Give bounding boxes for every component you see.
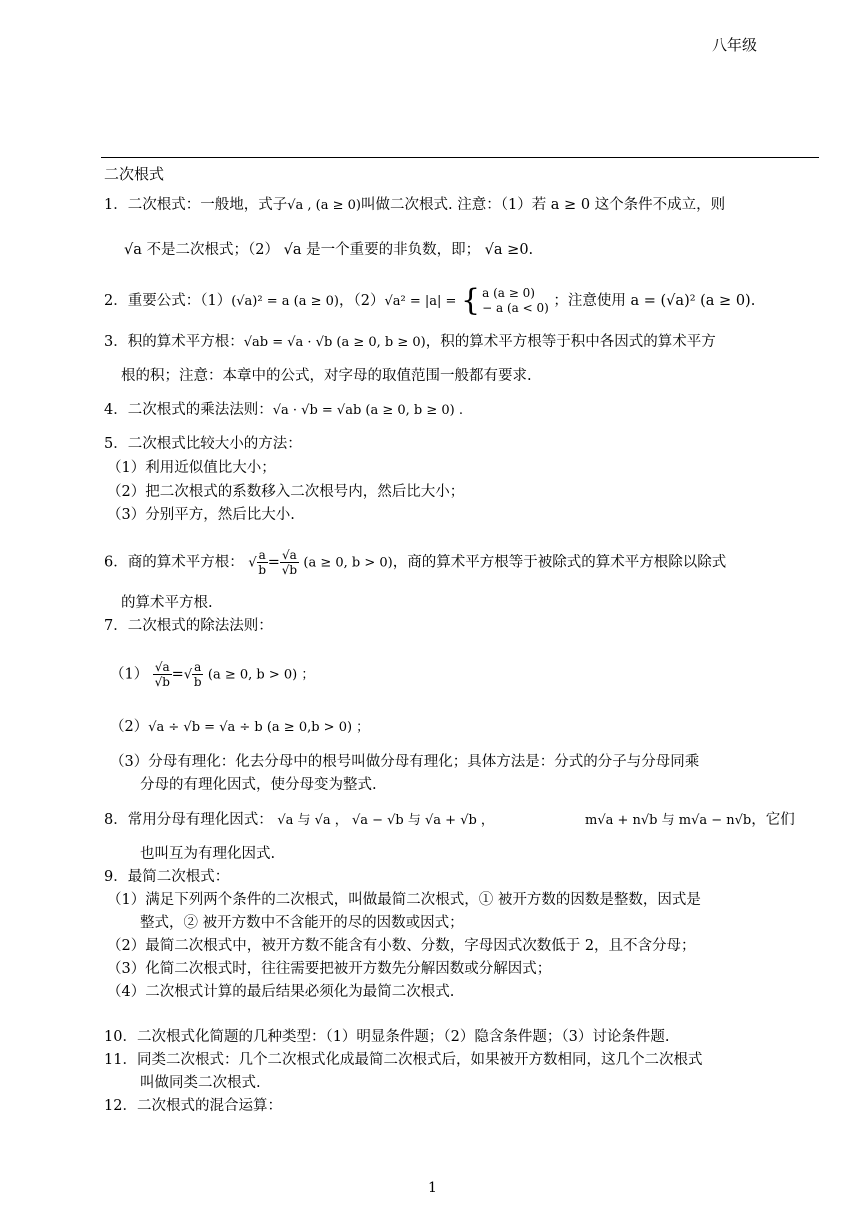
item-7-frac-2: $\frac{a}{b}$ — [193, 660, 202, 689]
section-title: 二次根式 — [104, 165, 165, 183]
item-5-sub-1: （1）利用近似值比大小； — [107, 460, 276, 476]
item-1-formula: √a , (a ≥ 0) — [287, 198, 361, 213]
item-5-sub-2: （2）把二次根式的系数移入二次根号内，然后比大小； — [107, 484, 465, 500]
item-7-sub-3-line-1: （3）分母有理化：化去分母中的根号叫做分母有理化；具体方法是：分式的分子与分母同乘 — [110, 754, 700, 770]
item-9-sub-2: （2）最简二次根式中，被开方数不能含有小数、分数，字母因式次数低于 2，且不含分母； — [107, 938, 696, 954]
item-8-line-1b — [585, 811, 795, 830]
item-2-formula-1: (√a)² = a (a ≥ 0) — [231, 294, 339, 309]
item-3-text: 3．积的算术平方根： — [104, 334, 244, 350]
item-7-frac-1: $\frac{√a}{√b}$ — [154, 660, 170, 689]
item-7-sub-1-label: （1） — [110, 666, 149, 683]
item-6-radical: √ — [248, 555, 257, 571]
item-2-text: 2．重要公式：（1） — [104, 293, 232, 309]
item-7-sub-3-line-2: 分母的有理化因式，使分母变为整式. — [140, 777, 377, 793]
item-8-line-1 — [104, 811, 494, 830]
item-3-formula: √ab = √a · √b (a ≥ 0, b ≥ 0) — [243, 335, 426, 350]
item-12: 12．二次根式的混合运算： — [104, 1098, 282, 1114]
item-2-text-2: ，（2） — [338, 293, 385, 309]
item-6-line-1: 6．商的算术平方根： √ $\frac{a}{b}$ = $\frac{√a}{√b}$ (a ≥ 0, b > 0)，商的算术平方根等于被除式的算术平方根除以除式 — [104, 548, 727, 577]
item-8-text: 8．常用分母有理化因式： — [104, 812, 273, 828]
item-3-text-2: ，积的算术平方根等于积中各因式的算术平方 — [425, 334, 716, 350]
grade-header: 八年级 — [712, 36, 758, 54]
case-row-2: − a (a < 0) — [482, 301, 549, 315]
item-1-line-2: √a 不是二次根式；（2） √a 是一个重要的非负数，即； √a ≥0. — [124, 242, 534, 258]
item-7-sub-2-formula: √a ÷ √b = √a ÷ b (a ≥ 0,b > 0) ； — [148, 720, 370, 735]
item-4-text: 4．二次根式的乘法法则： — [104, 402, 273, 418]
item-7-sub-1: （1） $\frac{√a}{√b}$ =√ $\frac{a}{b}$ (a ≥ 0, b > 0) ； — [110, 660, 315, 689]
item-7-sub-2 — [110, 718, 369, 737]
item-6-text-2: ，商的算术平方根等于被除式的算术平方根除以除式 — [392, 554, 727, 571]
item-3-line-2: 根的积；注意：本章中的公式，对字母的取值范围一般都有要求. — [121, 368, 532, 384]
item-10: 10．二次根式化简题的几种类型：（1）明显条件题；（2）隐含条件题；（3）讨论条件题. — [104, 1029, 670, 1045]
item-1-text-2: 叫做二次根式. 注意：（1）若 a ≥ 0 这个条件不成立，则 — [361, 197, 726, 213]
item-3-line-1 — [104, 333, 716, 352]
item-6-frac-2: $\frac{√a}{√b}$ — [281, 548, 298, 577]
item-6-frac-1: $\frac{a}{b}$ — [258, 548, 267, 577]
item-1-text: 1．二次根式：一般地，式子 — [104, 197, 288, 213]
item-9-sub-4: （4）二次根式计算的最后结果必须化为最简二次根式. — [107, 984, 455, 1000]
item-2-cases: { a (a ≥ 0) − a (a < 0) — [461, 283, 549, 318]
item-8-line-2: 也叫互为有理化因式. — [140, 846, 276, 862]
header-rule — [101, 157, 819, 158]
item-11-line-2: 叫做同类二次根式. — [140, 1075, 261, 1091]
item-8-text-2: ，它们 — [751, 812, 795, 828]
item-2-line — [104, 283, 756, 318]
item-4-formula: √a · √b = √ab (a ≥ 0, b ≥ 0) . — [272, 403, 464, 418]
item-7-title: 7．二次根式的除法法则： — [104, 618, 273, 634]
item-1-line-1 — [104, 196, 725, 215]
item-11-line-1: 11．同类二次根式：几个二次根式化成最简二次根式后，如果被开方数相同，这几个二次根式 — [104, 1052, 703, 1068]
item-6-text: 6．商的算术平方根： — [104, 554, 244, 571]
item-7-sub-1-condition: (a ≥ 0, b > 0) ； — [207, 667, 315, 683]
case-row-1: a (a ≥ 0) — [482, 286, 535, 300]
item-8-formula: √a 与 √a ， √a − √b 与 √a + √b ， — [277, 813, 494, 828]
page-number: 1 — [428, 1180, 437, 1196]
item-9-sub-3: （3）化简二次根式时，往往需要把被开方数先分解因数或分解因式； — [107, 961, 552, 977]
item-2-text-3: ；注意使用 a = (√a)² (a ≥ 0). — [553, 293, 756, 309]
item-4-line — [104, 401, 463, 420]
item-6-line-2: 的算术平方根. — [121, 595, 213, 611]
item-9-sub-1-line-2: 整式，② 被开方数中不含能开的尽的因数或因式； — [140, 915, 464, 931]
item-2-formula-2: √a² = |a| = — [384, 294, 457, 309]
item-5-title: 5．二次根式比较大小的方法： — [104, 436, 302, 452]
item-7-sub-2-label: （2） — [110, 719, 149, 735]
item-8-formula-2: m√a + n√b 与 m√a − n√b — [585, 813, 752, 828]
item-5-sub-3: （3）分别平方，然后比大小. — [107, 507, 295, 523]
item-9-sub-1-line-1: （1）满足下列两个条件的二次根式，叫做最简二次根式，① 被开方数的因数是整数，因式是 — [107, 892, 701, 908]
item-9-title: 9．最简二次根式： — [104, 869, 230, 885]
item-6-condition: (a ≥ 0, b > 0) — [303, 555, 393, 571]
